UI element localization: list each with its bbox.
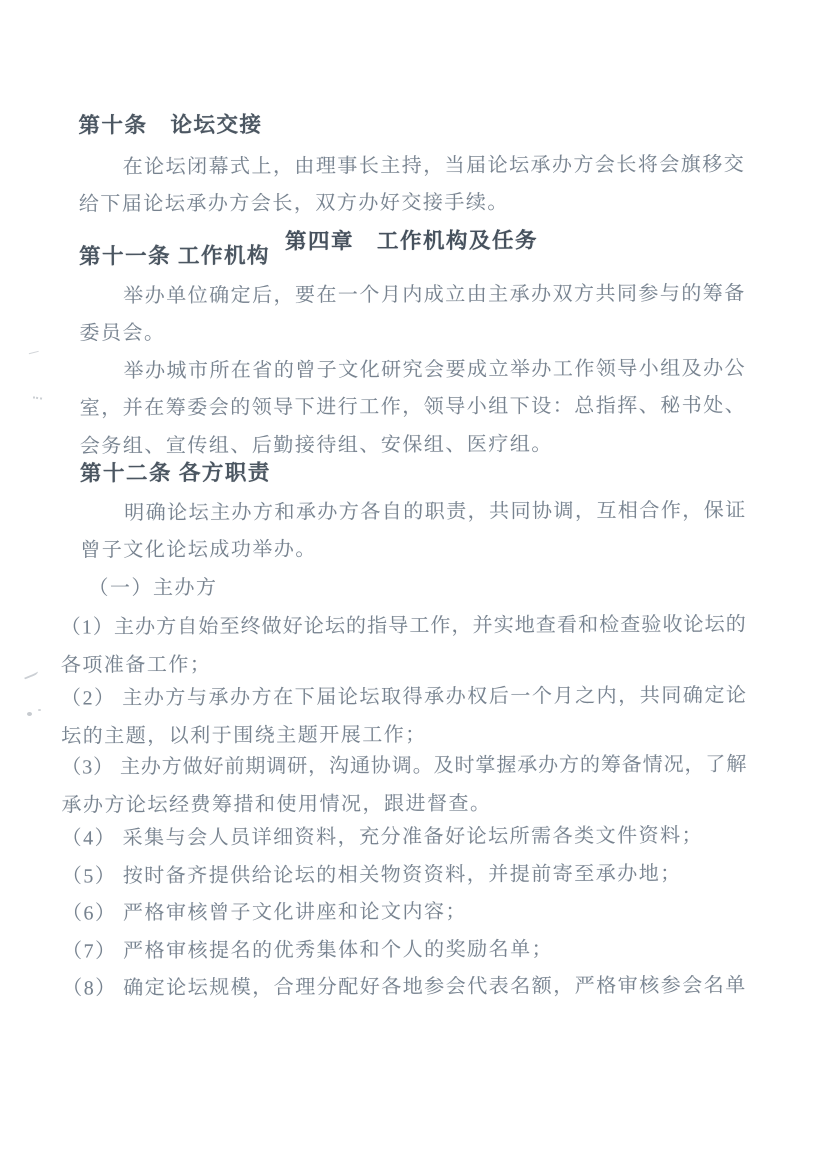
text-line: 给下届论坛承办方会长，双方办好交接手续。 <box>78 191 509 216</box>
text-line: 在论坛闭幕式上，由理事长主持，当届论坛承办方会长将会旗移交 <box>122 153 744 178</box>
list-item <box>61 607 746 685</box>
text-line: 明确论坛主办方和承办方各自的职责，共同协调，互相合作，保证 <box>124 499 746 524</box>
list-item <box>61 747 746 825</box>
text-line: 坛的主题，以利于围绕主题开展工作； <box>61 723 427 748</box>
text-line: （5） 按时备齐提供给论坛的相关物资资料，并提前寄至承办地； <box>61 862 682 888</box>
paragraph <box>79 146 744 224</box>
text-line: 各项准备工作； <box>60 653 212 677</box>
text-line: （6） 严格审核曾子文化讲座和论文内容； <box>61 900 467 925</box>
list-item <box>62 818 747 858</box>
scan-smudge <box>27 712 32 716</box>
text-line: 承办方论坛经费筹措和使用情况，跟进督查。 <box>61 792 492 817</box>
list-item <box>61 678 746 756</box>
text-line: 第十一条 工作机构 <box>79 243 271 269</box>
document-content <box>60 105 747 1008</box>
text-line: （7） 严格审核提名的优秀集体和个人的奖励名单； <box>62 937 554 963</box>
list-item <box>62 930 747 970</box>
paragraph <box>79 275 744 353</box>
text-line: （一）主办方 <box>88 576 218 599</box>
list-item <box>62 968 747 1008</box>
list-item <box>62 855 747 895</box>
text-line: 举办城市所在省的曾子文化研究会要成立举办工作领导小组及办公 <box>123 357 745 382</box>
text-line: （1）主办方自始至终做好论坛的指导工作，并实地查看和检查验收论坛的 <box>60 613 746 639</box>
paragraph <box>80 350 745 465</box>
text-line: 委员会。 <box>79 322 166 345</box>
text-line: （4） 采集与会人员详细资料，充分准备好论坛所需各类文件资料； <box>61 824 704 850</box>
text-line: （8） 确定论坛规模，合理分配好各地参会代表名额，严格审核参会名单 <box>62 974 747 1000</box>
text-line: 第四章 工作机构及任务 <box>284 227 539 254</box>
text-line: 曾子文化论坛成功举办。 <box>80 538 317 562</box>
text-line: 举办单位确定后，要在一个月内成立由主承办双方共同参与的筹备 <box>123 282 745 307</box>
list-item <box>62 893 747 933</box>
text-line: 室，并在筹委会的领导下进行工作，领导小组下设：总指挥、秘书处、 <box>79 394 745 420</box>
article-heading <box>78 105 743 145</box>
scan-smudge <box>33 396 42 400</box>
text-line: （2） 主办方与承办方在下届论坛取得承办权后一个月之内，共同确定论 <box>60 684 747 710</box>
text-line: （3） 主办方做好前期调研，沟通协调。及时掌握承办方的筹备情况，了解 <box>61 753 747 779</box>
text-line: 会务组、宣传组、后勤接待组、安保组、医疗组。 <box>79 432 553 457</box>
text-line: 第十二条 各方职责 <box>79 460 271 486</box>
text-line: 第十条 论坛交接 <box>78 112 263 138</box>
sub-heading <box>88 567 745 607</box>
scan-smudge <box>29 351 39 356</box>
paragraph <box>80 492 745 570</box>
scan-smudge <box>22 667 39 679</box>
